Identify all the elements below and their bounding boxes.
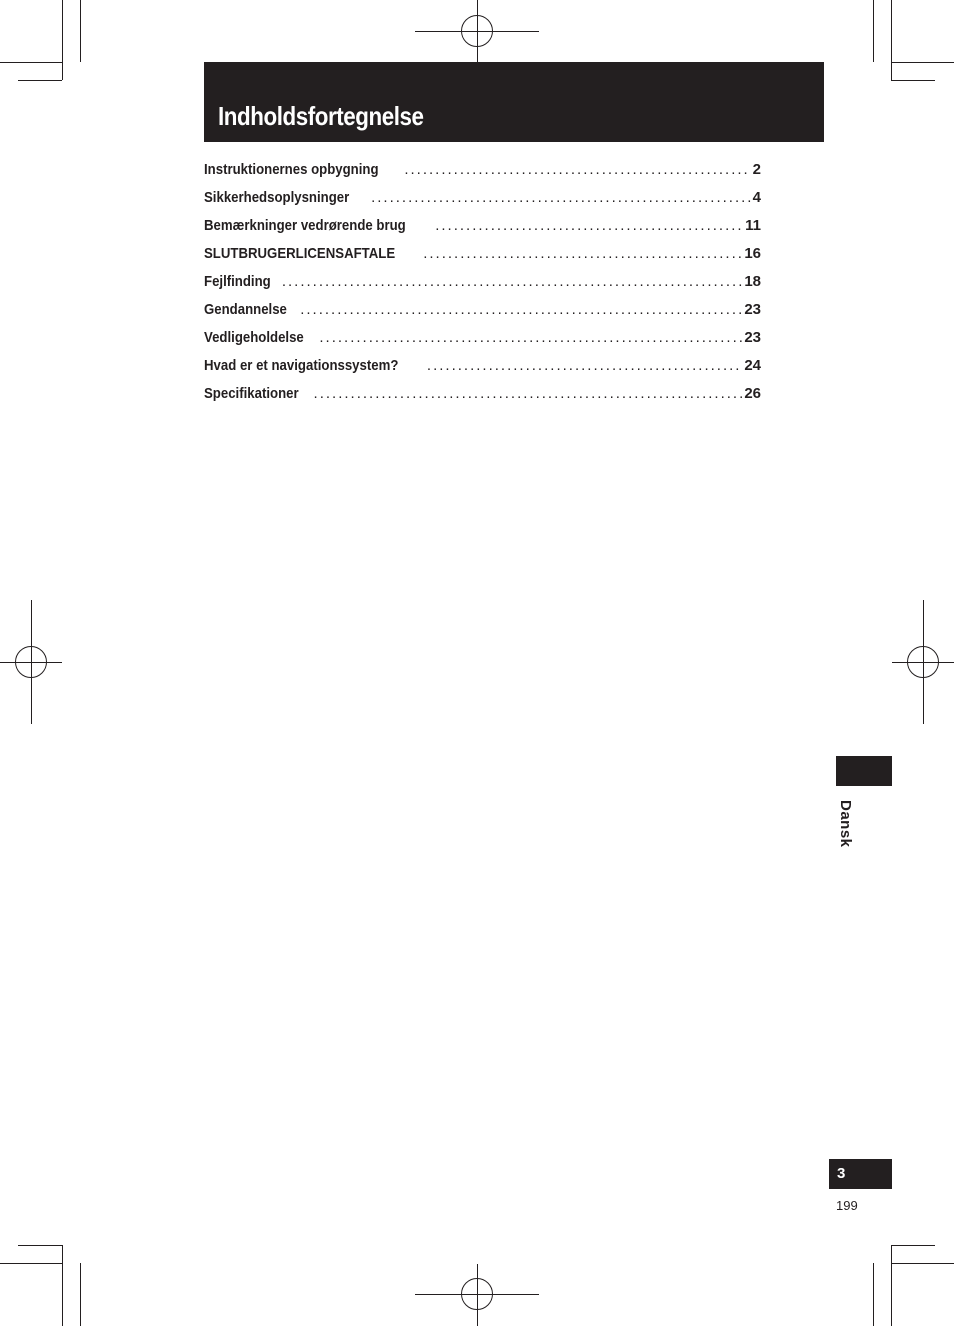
toc-leader-dots	[423, 240, 742, 268]
crop-mark	[80, 1263, 81, 1326]
crop-mark	[18, 1245, 62, 1246]
toc-entry-title: Specifikationer	[204, 385, 299, 402]
toc-entry-title: Fejlfinding	[204, 273, 271, 290]
page-title: Indholdsfortegnelse	[218, 101, 424, 131]
toc-entry-page: 2	[752, 161, 761, 178]
registration-circle	[461, 1278, 493, 1310]
toc-entry-page: 24	[744, 357, 761, 374]
toc-entry-title: Sikkerhedsoplysninger	[204, 189, 350, 206]
toc-entry[interactable]	[204, 380, 761, 408]
section-number-tab	[829, 1159, 892, 1189]
registration-circle	[907, 646, 939, 678]
toc-entry-page: 23	[744, 329, 761, 346]
crop-mark	[891, 1245, 935, 1246]
crop-mark	[80, 0, 81, 62]
toc-entry-page: 11	[745, 217, 761, 234]
toc-entry-page: 26	[744, 385, 761, 402]
toc-entry-title: Hvad er et navigationssystem?	[204, 357, 399, 374]
crop-mark	[873, 0, 874, 62]
toc-leader-dots	[319, 324, 742, 352]
toc-entry-page: 18	[744, 273, 761, 290]
toc-leader-dots	[314, 380, 743, 408]
toc-entry[interactable]	[204, 296, 761, 324]
crop-mark	[62, 1245, 63, 1326]
toc-entry-title: SLUTBRUGERLICENSAFTALE	[204, 245, 396, 262]
registration-circle	[461, 15, 493, 47]
section-number: 3	[837, 1165, 846, 1182]
crop-mark	[891, 1263, 954, 1264]
crop-mark	[891, 62, 954, 63]
toc-entry[interactable]	[204, 156, 761, 184]
toc-entry[interactable]	[204, 184, 761, 212]
toc-entry-title: Instruktionernes opbygning	[204, 161, 379, 178]
toc-entry[interactable]	[204, 240, 761, 268]
crop-mark	[62, 0, 63, 80]
toc-leader-dots	[404, 156, 750, 184]
toc-entry-page: 16	[744, 245, 761, 262]
toc-entry-title: Vedligeholdelse	[204, 329, 304, 346]
crop-mark	[873, 1263, 874, 1326]
crop-mark	[0, 62, 62, 63]
crop-mark	[891, 1245, 892, 1326]
crop-mark	[18, 80, 62, 81]
crop-mark	[891, 80, 935, 81]
language-tab-label: Dansk	[837, 800, 854, 848]
toc-entry-page: 23	[744, 301, 761, 318]
toc-leader-dots	[371, 184, 751, 212]
page-number: 199	[836, 1198, 858, 1213]
table-of-contents	[204, 156, 761, 408]
toc-leader-dots	[300, 296, 742, 324]
crop-mark	[0, 1263, 62, 1264]
toc-entry[interactable]	[204, 352, 761, 380]
language-tab-block	[836, 756, 892, 786]
crop-mark	[891, 0, 892, 80]
toc-leader-dots	[282, 268, 742, 296]
registration-circle	[15, 646, 47, 678]
toc-leader-dots	[427, 352, 742, 380]
toc-entry[interactable]	[204, 268, 761, 296]
toc-entry[interactable]	[204, 324, 761, 352]
toc-entry-page: 4	[752, 189, 761, 206]
toc-leader-dots	[435, 212, 743, 240]
toc-entry-title: Bemærkninger vedrørende brug	[204, 217, 406, 234]
title-bar	[204, 62, 824, 142]
toc-entry-title: Gendannelse	[204, 301, 287, 318]
toc-entry[interactable]	[204, 212, 761, 240]
